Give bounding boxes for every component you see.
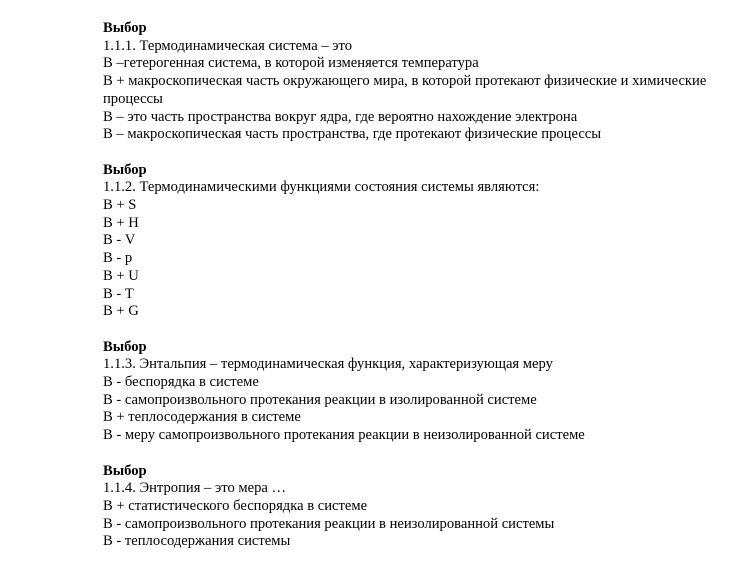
answer-option: В + H xyxy=(103,214,139,231)
answer-option: В + макроскопическая часть окружающего мира, в которой протекают физические и химические процессы xyxy=(103,73,707,107)
question-block-2 xyxy=(103,162,723,321)
question-block-1 xyxy=(103,20,723,144)
question-heading: Выбор xyxy=(103,462,147,479)
question-text: 1.1.1. Термодинамическая система – это xyxy=(103,37,353,54)
document-body xyxy=(103,20,723,569)
question-block-4 xyxy=(103,463,723,552)
answer-option: В - p xyxy=(103,250,133,267)
answer-option: В + S xyxy=(103,197,137,214)
answer-option: В - беспорядка в системе xyxy=(103,374,259,391)
question-text: 1.1.2. Термодинамическими функциями состояния системы являются: xyxy=(103,179,540,196)
question-heading: Выбор xyxy=(103,338,147,355)
answer-option: В + G xyxy=(103,303,139,320)
answer-option: В – это часть пространства вокруг ядра, где вероятно нахождение электрона xyxy=(103,108,578,125)
answer-option: В – макроскопическая часть пространства, где протекают физические процессы xyxy=(103,126,602,143)
answer-option: В + теплосодержания в системе xyxy=(103,409,301,426)
answer-option: В + статистического беспорядка в системе xyxy=(103,497,368,514)
answer-option: В - меру самопроизвольного протекания реакции в неизолированной системе xyxy=(103,427,585,444)
answer-option: В - самопроизвольного протекания реакции в изолированной системе xyxy=(103,391,537,408)
question-text: 1.1.3. Энтальпия – термодинамическая функция, характеризующая меру xyxy=(103,356,553,373)
question-heading: Выбор xyxy=(103,161,147,178)
question-block-3 xyxy=(103,339,723,445)
answer-option: В - T xyxy=(103,285,134,302)
answer-option: В - теплосодержания системы xyxy=(103,533,291,550)
answer-option: В - V xyxy=(103,232,136,249)
answer-option: В + U xyxy=(103,267,139,284)
answer-option: В –гетерогенная система, в которой изменяется температура xyxy=(103,55,479,72)
question-heading: Выбор xyxy=(103,20,147,36)
answer-option: В - самопроизвольного протекания реакции в неизолированной системы xyxy=(103,515,555,532)
question-text: 1.1.4. Энтропия – это мера … xyxy=(103,480,287,497)
